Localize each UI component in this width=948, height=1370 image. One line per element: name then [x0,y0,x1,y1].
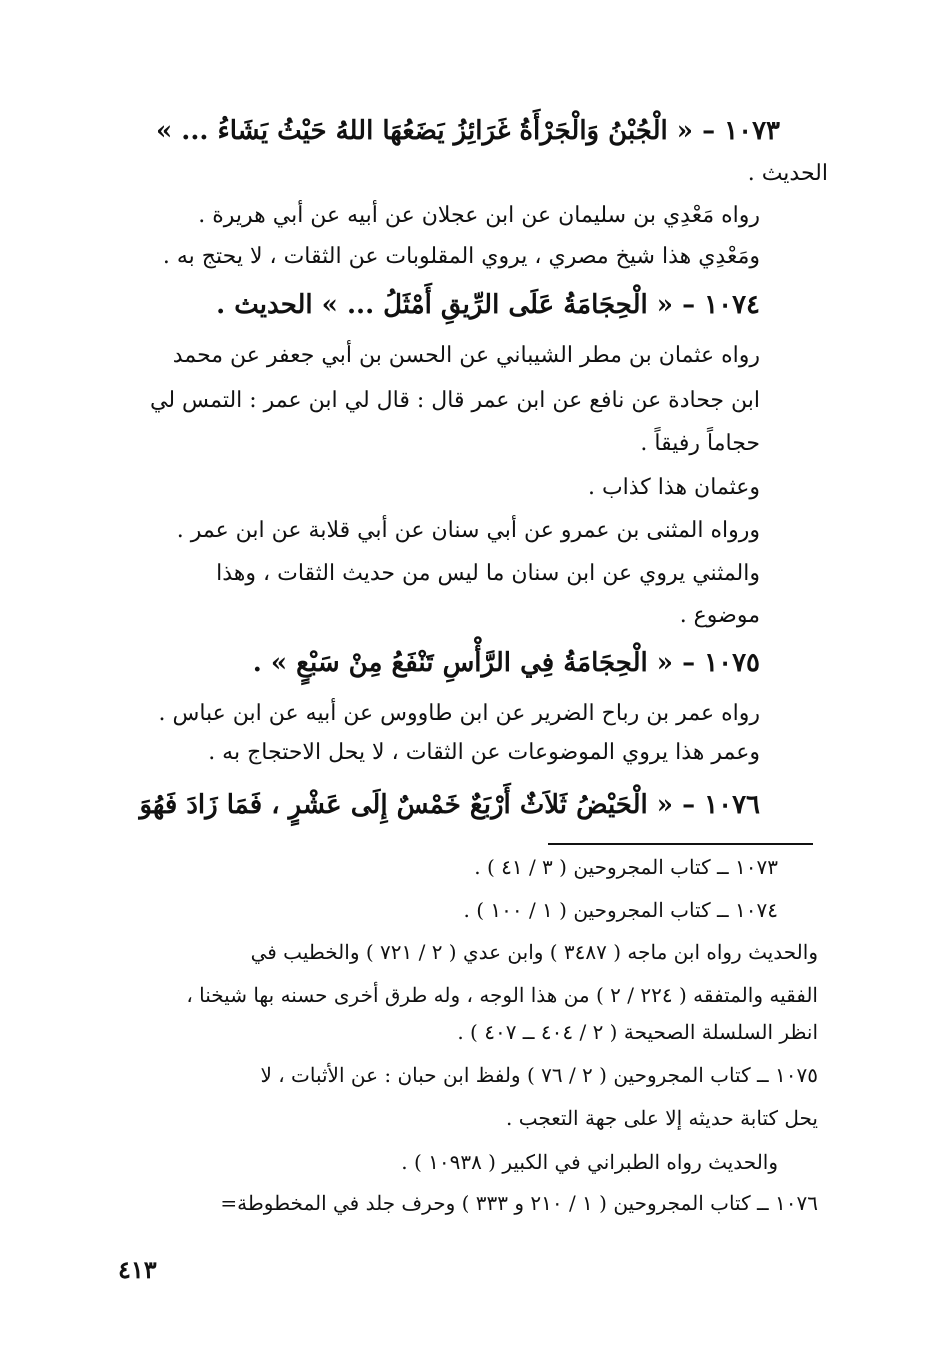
footnote-line: والحديث رواه ابن ماجه ( ٣٤٨٧ ) وابن عدي ( ٢ / ٧٢١ ) والخطيب في [250,940,818,964]
main-line: ابن جحادة عن نافع عن ابن عمر قال : قال لي ابن عمر : التمس لي [150,388,760,413]
main-line: رواه عثمان بن مطر الشيباني عن الحسن بن أبي جعفر عن محمد [172,343,760,368]
footnote-1074: ١٠٧٤ ــ كتاب المجروحين ( ١ / ١٠٠ ) . [463,898,778,922]
main-line: ومَعْدِي هذا شيخ مصري ، يروي المقلوبات عن الثقات ، لا يحتج به . [162,244,760,269]
main-line: ورواه المثنى بن عمرو عن أبي سنان عن أبي قلابة عن ابن عمر . [176,518,760,543]
main-line: والمثني يروي عن ابن سنان ما ليس من حديث الثقات ، وهذا [216,561,760,586]
footnote-1075: ١٠٧٥ ــ كتاب المجروحين ( ٢ / ٧٦ ) ولفظ ابن حبان : عن الأثبات ، لا [260,1063,818,1087]
hadith-1073-heading: ١٠٧٣ – « الْجُبْنُ وَالْجَرْأَةُ غَرَائِزُ يَضَعُهَا اللهُ حَيْثُ يَشَاءُ ... » [155,116,780,146]
main-line: رواه عمر بن رباح الضرير عن ابن طاووس عن أبيه عن ابن عباس . [158,701,760,726]
hadith-1074-heading: ١٠٧٤ – « الْحِجَامَةُ عَلَى الرِّيقِ أَمْثَلُ ... » الحديث . [216,290,760,320]
footnote-line: والحديث رواه الطبراني في الكبير ( ١٠٩٣٨ ) . [401,1150,778,1174]
page-number: ٤١٣ [118,1255,157,1284]
main-line: وعثمان هذا كذاب . [587,475,760,500]
footnote-1073: ١٠٧٣ ــ كتاب المجروحين ( ٣ / ٤١ ) . [474,855,778,879]
hadith-1076-heading: ١٠٧٦ – « الْحَيْضُ ثَلاَثٌ أَرْبَعٌ خَمْسٌ إِلَى عَشْرٍ ، فَمَا زَادَ فَهُوَ [139,790,760,820]
footnote-line: انظر السلسلة الصحيحة ( ٢ / ٤٠٤ ــ ٤٠٧ ) . [457,1020,818,1044]
footnote-line: الفقيه والمتفقه ( ٢٢٤ / ٢ ) من هذا الوجه ، وله طرق أخرى حسنه بها شيخنا ، [186,983,818,1007]
footnote-line: يحل كتابة حديثه إلا على جهة التعجب . [506,1106,818,1130]
main-line: الحديث . [747,161,828,186]
footnote-1076: ١٠٧٦ ــ كتاب المجروحين ( ١ / ٢١٠ و ٣٣٣ ) وحرف جلد في المخطوطة= [220,1191,818,1215]
hadith-1075-heading: ١٠٧٥ – « الْحِجَامَةُ فِي الرَّأْسِ تَنْفَعُ مِنْ سَبْعٍ » . [252,648,760,678]
footnote-separator [548,843,813,845]
main-line: وعمر هذا يروي الموضوعات عن الثقات ، لا يحل الاحتجاج به . [208,740,760,765]
main-line: حجاماً رفيقاً . [640,431,760,456]
main-line: رواه مَعْدِي بن سليمان عن ابن عجلان عن أبيه عن أبي هريرة . [198,203,760,228]
main-line: موضوع . [679,603,760,628]
